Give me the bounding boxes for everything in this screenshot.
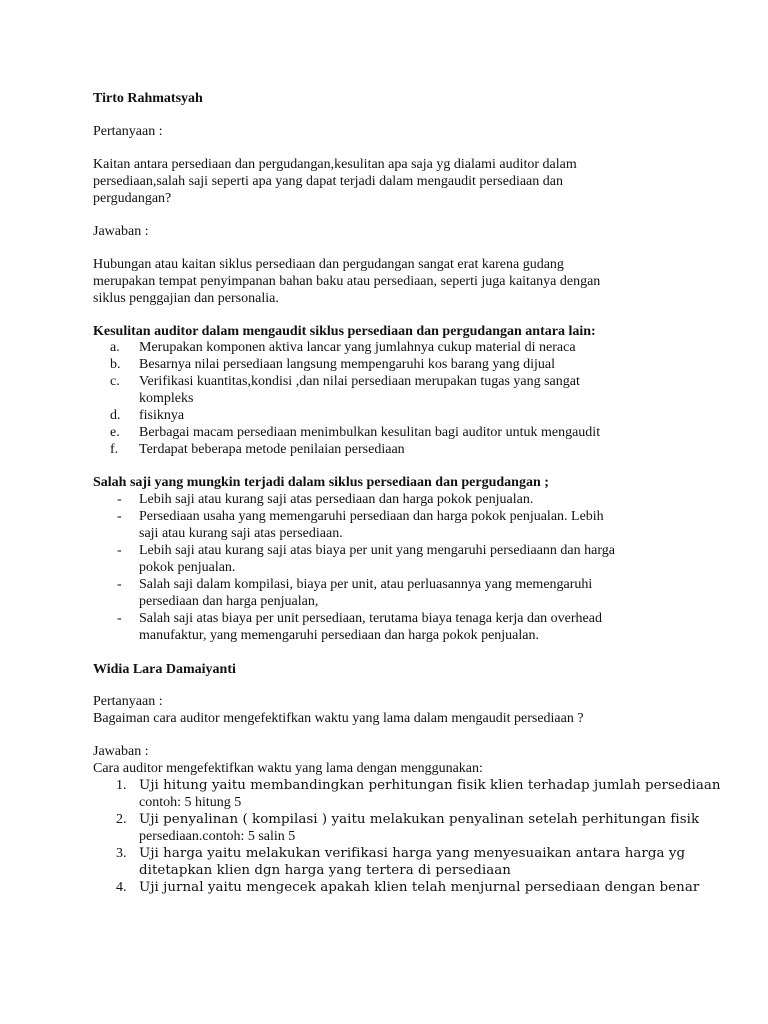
author-name: Tirto Rahmatsyah [93,91,203,106]
list-item-continuation: contoh: 5 hitung 5 [139,795,242,810]
answer-line: siklus penggajian dan personalia. [93,291,279,306]
list-marker: - [117,543,122,558]
answer-intro: Cara auditor mengefektifkan waktu yang lama dengan menggunakan: [93,761,483,776]
list-item: Uji hitung yaitu membandingkan perhitungan fisik klien terhadap jumlah persediaan [139,778,721,793]
question-label: Pertanyaan : [93,694,163,709]
list-item: Berbagai macam persediaan menimbulkan kesulitan bagi auditor untuk mengaudit [139,425,601,440]
list-item-continuation: manufaktur, yang memengaruhi persediaan dan harga pokok penjualan. [139,628,539,643]
list-item: Lebih saji atau kurang saji atas biaya per unit yang mengaruhi persediaann dan harga [139,543,615,558]
list-marker: d. [110,408,121,423]
list-marker: 1. [116,778,127,793]
list-item-continuation: saji atau kurang saji atas persediaan. [139,526,343,541]
question-line: Bagaiman cara auditor mengefektifkan waktu yang lama dalam mengaudit persediaan ? [93,711,584,726]
answer-label: Jawaban : [93,224,149,239]
question-line: persediaan,salah saji seperti apa yang dapat terjadi dalam mengaudit persediaan dan [93,174,563,189]
question-line: pergudangan? [93,191,172,206]
list-marker: c. [110,374,120,389]
misstatement-heading: Salah saji yang mungkin terjadi dalam siklus persediaan dan pergudangan ; [93,475,549,490]
list-item: Verifikasi kuantitas,kondisi ,dan nilai persediaan merupakan tugas yang sangat [139,374,580,389]
list-marker: e. [110,425,120,440]
list-marker: 2. [116,812,127,827]
list-item-continuation: persediaan dan harga penjualan, [139,594,319,609]
list-item: Uji jurnal yaitu mengecek apakah klien telah menjurnal persediaan dengan benar [139,880,700,895]
answer-line: merupakan tempat penyimpanan bahan baku atau persediaan, seperti juga kaitanya dengan [93,274,601,289]
list-item: Lebih saji atau kurang saji atas persediaan dan harga pokok penjualan. [139,492,534,507]
list-item: fisiknya [139,408,185,423]
list-marker: - [117,509,122,524]
difficulties-heading: Kesulitan auditor dalam mengaudit siklus persediaan dan pergudangan antara lain: [93,324,596,339]
list-marker: - [117,492,122,507]
list-item: Salah saji atas biaya per unit persediaan, terutama biaya tenaga kerja dan overhead [139,611,602,626]
list-item: Uji penyalinan ( kompilasi ) yaitu melakukan penyalinan setelah perhitungan fisik [139,812,700,827]
list-item: Merupakan komponen aktiva lancar yang jumlahnya cukup material di neraca [139,340,576,355]
list-marker: b. [110,357,121,372]
list-item: Salah saji dalam kompilasi, biaya per unit, atau perluasannya yang memengaruhi [139,577,593,592]
list-item: Terdapat beberapa metode penilaian persediaan [139,442,405,457]
list-marker: 3. [116,846,127,861]
list-item: Besarnya nilai persediaan langsung mempengaruhi kos barang yang dijual [139,357,555,372]
list-marker: a. [110,340,120,355]
list-item-continuation: persediaan.contoh: 5 salin 5 [139,829,296,844]
list-item: Uji harga yaitu melakukan verifikasi harga yang menyesuaikan antara harga yg [139,846,686,861]
list-item-continuation: pokok penjualan. [139,560,236,575]
list-marker: 4. [116,880,127,895]
author-name: Widia Lara Damaiyanti [93,662,236,677]
list-marker: - [117,577,122,592]
question-line: Kaitan antara persediaan dan pergudangan,kesulitan apa saja yg dialami auditor dalam [93,157,577,172]
list-marker: - [117,611,122,626]
list-item-continuation: ditetapkan klien dgn harga yang tertera di persediaan [139,863,511,878]
answer-line: Hubungan atau kaitan siklus persediaan dan pergudangan sangat erat karena gudang [93,257,564,272]
list-item: Persediaan usaha yang memengaruhi persediaan dan harga pokok penjualan. Lebih [139,509,604,524]
list-marker: f. [110,442,119,457]
answer-label: Jawaban : [93,744,149,759]
list-item-continuation: kompleks [139,391,194,406]
question-label: Pertanyaan : [93,124,163,139]
